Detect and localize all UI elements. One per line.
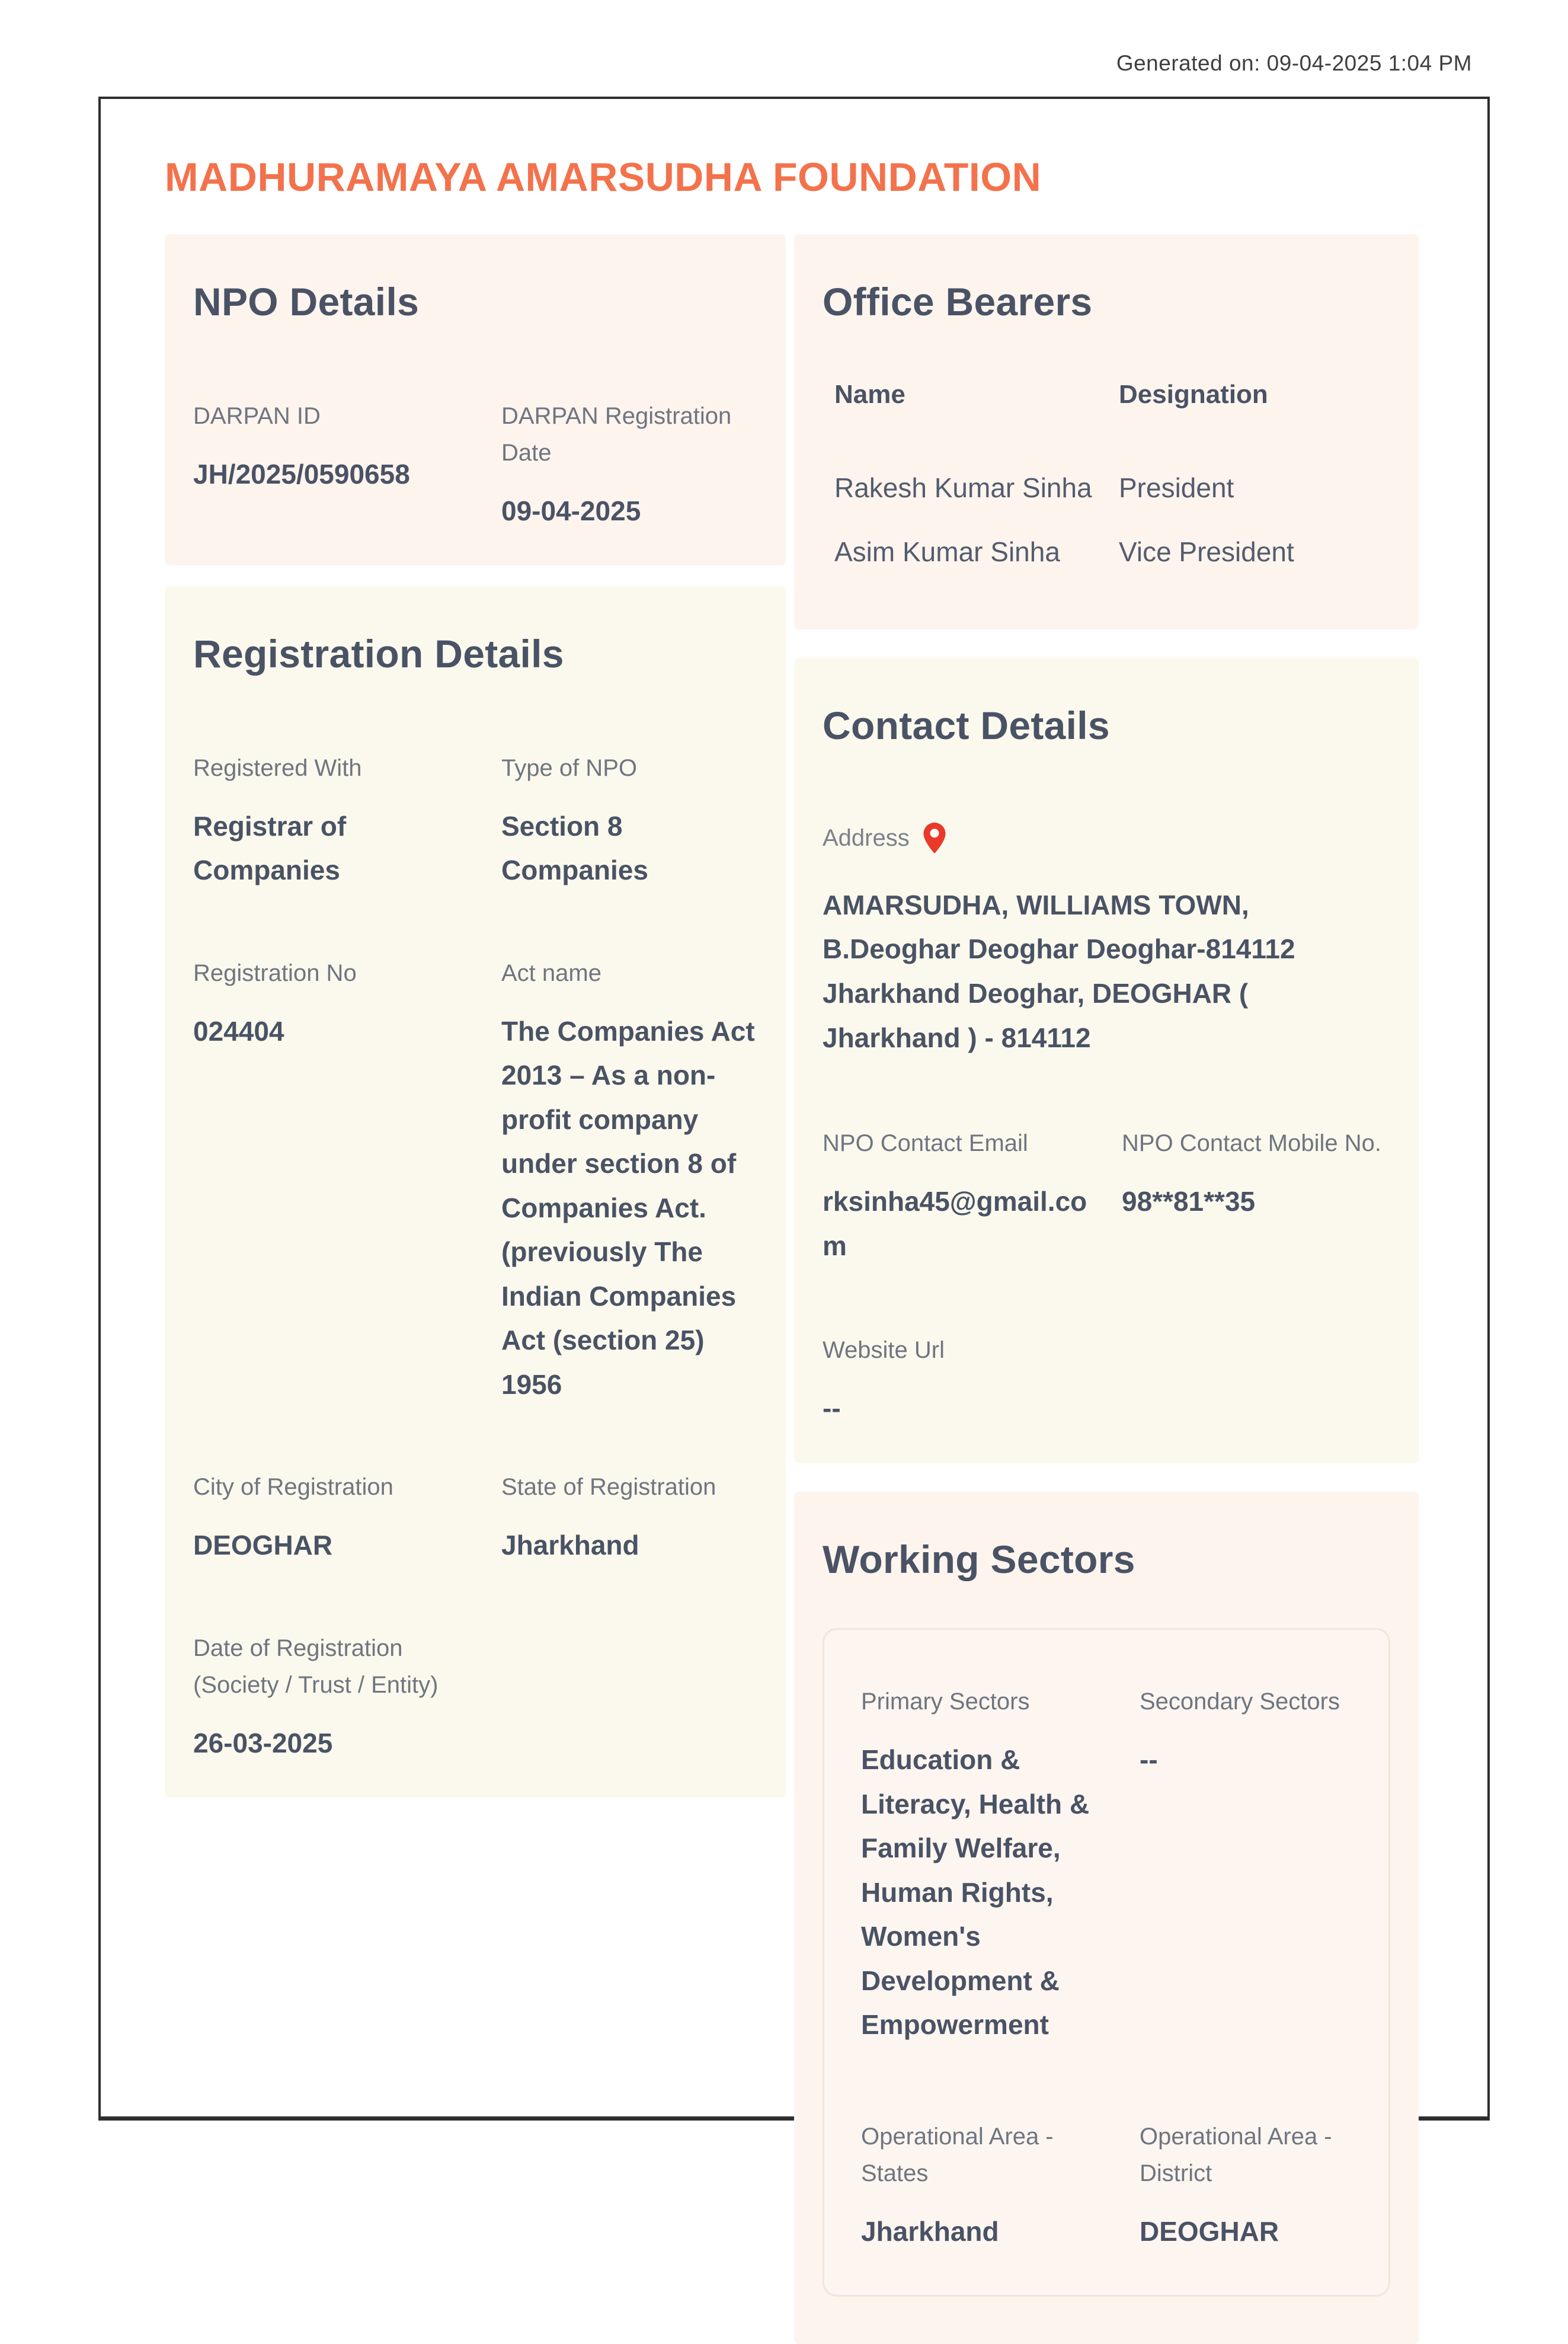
- location-pin-icon: [923, 823, 946, 853]
- column-header-designation: Designation: [1119, 379, 1268, 409]
- bearer-designation: Vice President: [1119, 536, 1294, 567]
- bearer-designation: President: [1119, 472, 1234, 503]
- npo-details-fields: [193, 398, 757, 533]
- registration-details-heading: Registration Details: [193, 632, 564, 676]
- section-working-sectors: [794, 1492, 1419, 2344]
- field-value: 09-04-2025: [501, 495, 641, 526]
- field-value: Registrar of Companies: [193, 810, 347, 886]
- table-header-row: [834, 380, 1390, 443]
- field-label: Operational Area - District: [1140, 2123, 1332, 2186]
- section-npo-details: [165, 234, 786, 565]
- column-header-name: Name: [834, 379, 905, 409]
- field-label: NPO Contact Email: [823, 1130, 1028, 1157]
- page-title: MADHURAMAYA AMARSUDHA FOUNDATION: [165, 155, 1042, 200]
- field-state-of-registration: [501, 1469, 757, 1568]
- section-registration-details: [165, 586, 786, 1798]
- table-row: [834, 469, 1390, 507]
- field-value: DEOGHAR: [193, 1530, 333, 1561]
- left-column: [165, 234, 786, 1798]
- field-operational-area-district: [1140, 2118, 1352, 2254]
- content-columns: [165, 234, 1419, 2344]
- bearer-name: Rakesh Kumar Sinha: [834, 472, 1092, 503]
- field-value: DEOGHAR: [1140, 2215, 1279, 2247]
- field-city-of-registration: [193, 1469, 501, 1568]
- field-label: NPO Contact Mobile No.: [1122, 1130, 1381, 1157]
- field-value: 024404: [193, 1015, 284, 1047]
- field-value: --: [823, 1393, 841, 1424]
- address-label-row: [823, 821, 1390, 855]
- table-row: [834, 533, 1390, 571]
- field-value: Education & Literacy, Health & Family Welfare, Human Rights, Women's Development & Empowerment: [861, 1744, 1090, 2041]
- field-value: The Companies Act 2013 – As a non-profit company under section 8 of Companies Act. (previously The Indian Companies Act (section 25) 1956: [501, 1015, 755, 1400]
- field-label: Type of NPO: [501, 754, 637, 781]
- field-label: City of Registration: [193, 1474, 393, 1501]
- field-secondary-sectors: [1140, 1683, 1352, 2047]
- field-npo-contact-mobile: [1122, 1125, 1390, 1268]
- generated-timestamp: Generated on: 09-04-2025 1:04 PM: [1116, 51, 1472, 75]
- field-label: Registration No: [193, 960, 357, 986]
- field-label: Operational Area - States: [861, 2123, 1054, 2186]
- field-darpan-id: [193, 398, 501, 533]
- field-value: 98**81**35: [1122, 1186, 1256, 1217]
- field-value: --: [1140, 1744, 1158, 1776]
- office-bearers-heading: Office Bearers: [823, 280, 1093, 324]
- field-label: Date of Registration (Society / Trust / Entity): [193, 1635, 439, 1698]
- field-registration-no: [193, 955, 501, 1407]
- field-label: Secondary Sectors: [1140, 1689, 1340, 1715]
- working-sectors-fields: [861, 1683, 1352, 2253]
- field-label: Website Url: [823, 1337, 945, 1364]
- field-primary-sectors: [861, 1683, 1140, 2047]
- contact-fields: [823, 1125, 1390, 1431]
- field-darpan-registration-date: [501, 398, 757, 533]
- field-value: Jharkhand: [861, 2215, 999, 2247]
- working-sectors-card: [823, 1628, 1390, 2297]
- field-value: 26-03-2025: [193, 1727, 333, 1758]
- field-value: Jharkhand: [501, 1530, 639, 1561]
- field-value: rksinha45@gmail.com: [823, 1186, 1087, 1261]
- field-npo-contact-email: [823, 1125, 1122, 1268]
- field-label: DARPAN ID: [193, 402, 321, 429]
- field-registered-with: [193, 750, 501, 893]
- contact-details-heading: Contact Details: [823, 703, 1110, 748]
- section-office-bearers: [794, 234, 1419, 629]
- field-value: JH/2025/0590658: [193, 458, 410, 490]
- field-act-name: [501, 955, 757, 1407]
- address-value: AMARSUDHA, WILLIAMS TOWN, B.Deoghar Deoghar Deoghar-814112 Jharkhand Deoghar, DEOGHAR ( Jharkhand ) - 814112: [823, 889, 1295, 1053]
- field-label: DARPAN Registration Date: [501, 402, 732, 466]
- address-label: Address: [823, 824, 910, 851]
- working-sectors-heading: Working Sectors: [823, 1537, 1135, 1581]
- bearer-name: Asim Kumar Sinha: [834, 536, 1060, 567]
- field-website-url: [823, 1332, 1390, 1431]
- field-label: State of Registration: [501, 1474, 716, 1501]
- office-bearers-table: [823, 380, 1390, 571]
- field-label: Act name: [501, 960, 601, 986]
- field-type-of-npo: [501, 750, 757, 893]
- right-column: [794, 234, 1419, 2344]
- field-label: Registered With: [193, 754, 362, 781]
- field-operational-area-states: [861, 2118, 1140, 2254]
- report-card: [98, 97, 1490, 2247]
- field-label: Primary Sectors: [861, 1689, 1030, 1715]
- section-contact-details: [794, 658, 1419, 1463]
- registration-details-fields: [193, 750, 757, 1766]
- npo-details-heading: NPO Details: [193, 280, 420, 324]
- field-value: Section 8 Companies: [501, 810, 648, 886]
- field-date-of-registration: [193, 1630, 501, 1766]
